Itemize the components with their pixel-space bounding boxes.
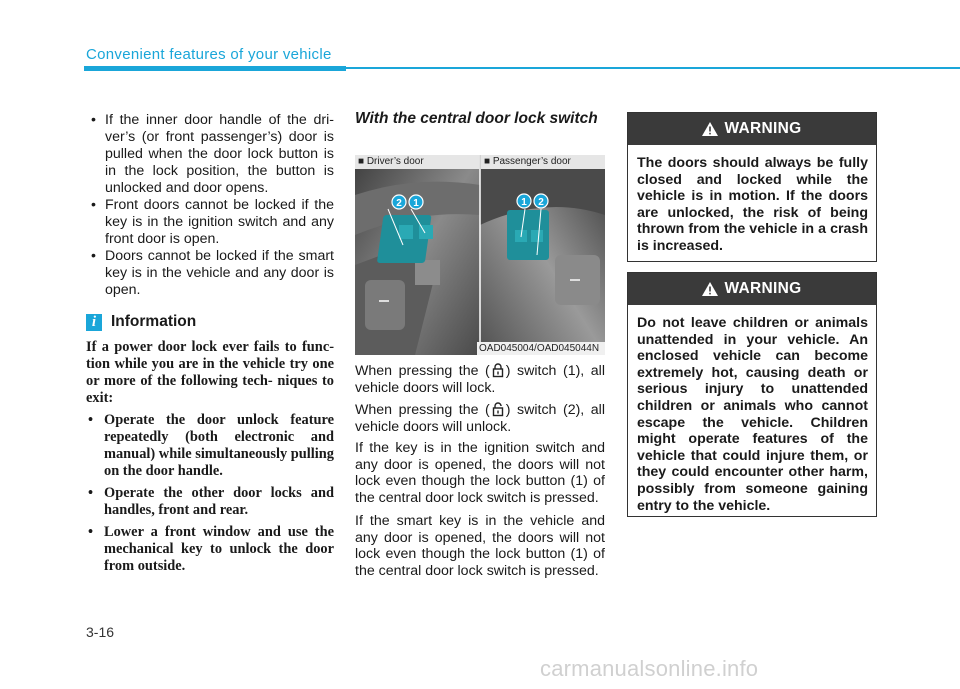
unlock-icon xyxy=(490,401,506,417)
caption-passengers-door: ■ Passenger’s door xyxy=(481,155,605,169)
warning-bar xyxy=(628,273,876,305)
watermark: carmanualsonline.info xyxy=(540,656,759,681)
paragraph-key-ignition: If the key is in the ignition switch and any door is opened, the doors will not lock even though the lock button (1) of the central door lock switch is pressed. xyxy=(355,440,605,506)
information-intro: If a power door lock ever fails to func- tion while you are in the vehicle try one or more of the following tech- niques to exit: xyxy=(86,339,334,406)
warning-label: WARNING xyxy=(724,120,802,137)
warning-triangle-icon xyxy=(702,282,718,296)
information-bullet: • Lower a front window and use the mechanical key to unlock the door from outside. xyxy=(86,524,334,575)
warning-box-children xyxy=(627,272,877,517)
callout-1-right: 1 xyxy=(521,197,527,208)
lock-icon xyxy=(490,362,506,378)
warning-text: The doors should always be fully closed and locked while the vehicle is in motion. If the doors are unlocked, the risk of being thrown from the vehicle in a crash is increased. xyxy=(637,155,868,254)
middle-column-title xyxy=(355,110,605,127)
header-rule xyxy=(84,67,960,69)
warning-bar xyxy=(628,113,876,145)
paragraph-lock xyxy=(355,362,605,396)
callout-1-left: 1 xyxy=(413,198,419,209)
warning-label: WARNING xyxy=(724,280,802,297)
left-column xyxy=(86,112,334,575)
callout-2-right: 2 xyxy=(538,197,544,208)
bullet-item: • Doors cannot be locked if the smart key is in the vehicle and any door is open. xyxy=(86,248,334,299)
warning-box-doors xyxy=(627,112,877,262)
bullet-item: • If the inner door handle of the dri- ver’s (or front passenger’s) door is pulled when the door lock button is in the lock position, the button is unlocked and door opens. xyxy=(86,112,334,197)
caption-drivers-door: ■ Driver’s door xyxy=(355,155,479,169)
section-header-title: Convenient features of your vehicle xyxy=(86,46,332,63)
paragraph-unlock-post: ) switch (2), all vehicle doors will unlock. xyxy=(355,402,605,435)
door-switch-photo xyxy=(355,155,605,355)
information-bullet: • Operate the door unlock feature repeatedly (both electronic and manual) while simultaneously pulling on the door handle. xyxy=(86,412,334,480)
information-icon: i xyxy=(86,314,102,331)
section-title: With the central door lock switch xyxy=(355,110,598,127)
paragraph-lock-post: ) switch (1), all vehicle doors will lock. xyxy=(355,363,605,396)
paragraph-unlock-pre: When pressing the ( xyxy=(355,402,490,418)
information-title: Information xyxy=(111,313,197,330)
information-header xyxy=(86,313,334,331)
paragraph-lock-pre: When pressing the ( xyxy=(355,363,490,379)
paragraph-unlock xyxy=(355,401,605,435)
warning-triangle-icon xyxy=(702,122,718,136)
warning-text: Do not leave children or animals unattended in your vehicle. An enclosed vehicle can become extremely hot, causing death or serious injury to unattended children or animals who cannot escape the vehicle. Children might operate features of the vehicle that could injure them, or they could encounter other harm, possibly from someone gaining entry to the vehicle. xyxy=(637,315,868,514)
information-bullet: • Operate the other door locks and handles, front and rear. xyxy=(86,485,334,519)
page-number: 3-16 xyxy=(86,624,115,640)
image-code: OAD045004/OAD045044N xyxy=(477,342,605,355)
paragraph-smart-key: If the smart key is in the vehicle and any door is opened, the doors will not lock even though the lock button (1) of the central door lock switch is pressed. xyxy=(355,513,605,579)
door-panel-illustration xyxy=(355,155,605,355)
bullet-item: • Front doors cannot be locked if the key is in the ignition switch and any front door is open. xyxy=(86,197,334,248)
callout-2-left: 2 xyxy=(396,198,402,209)
